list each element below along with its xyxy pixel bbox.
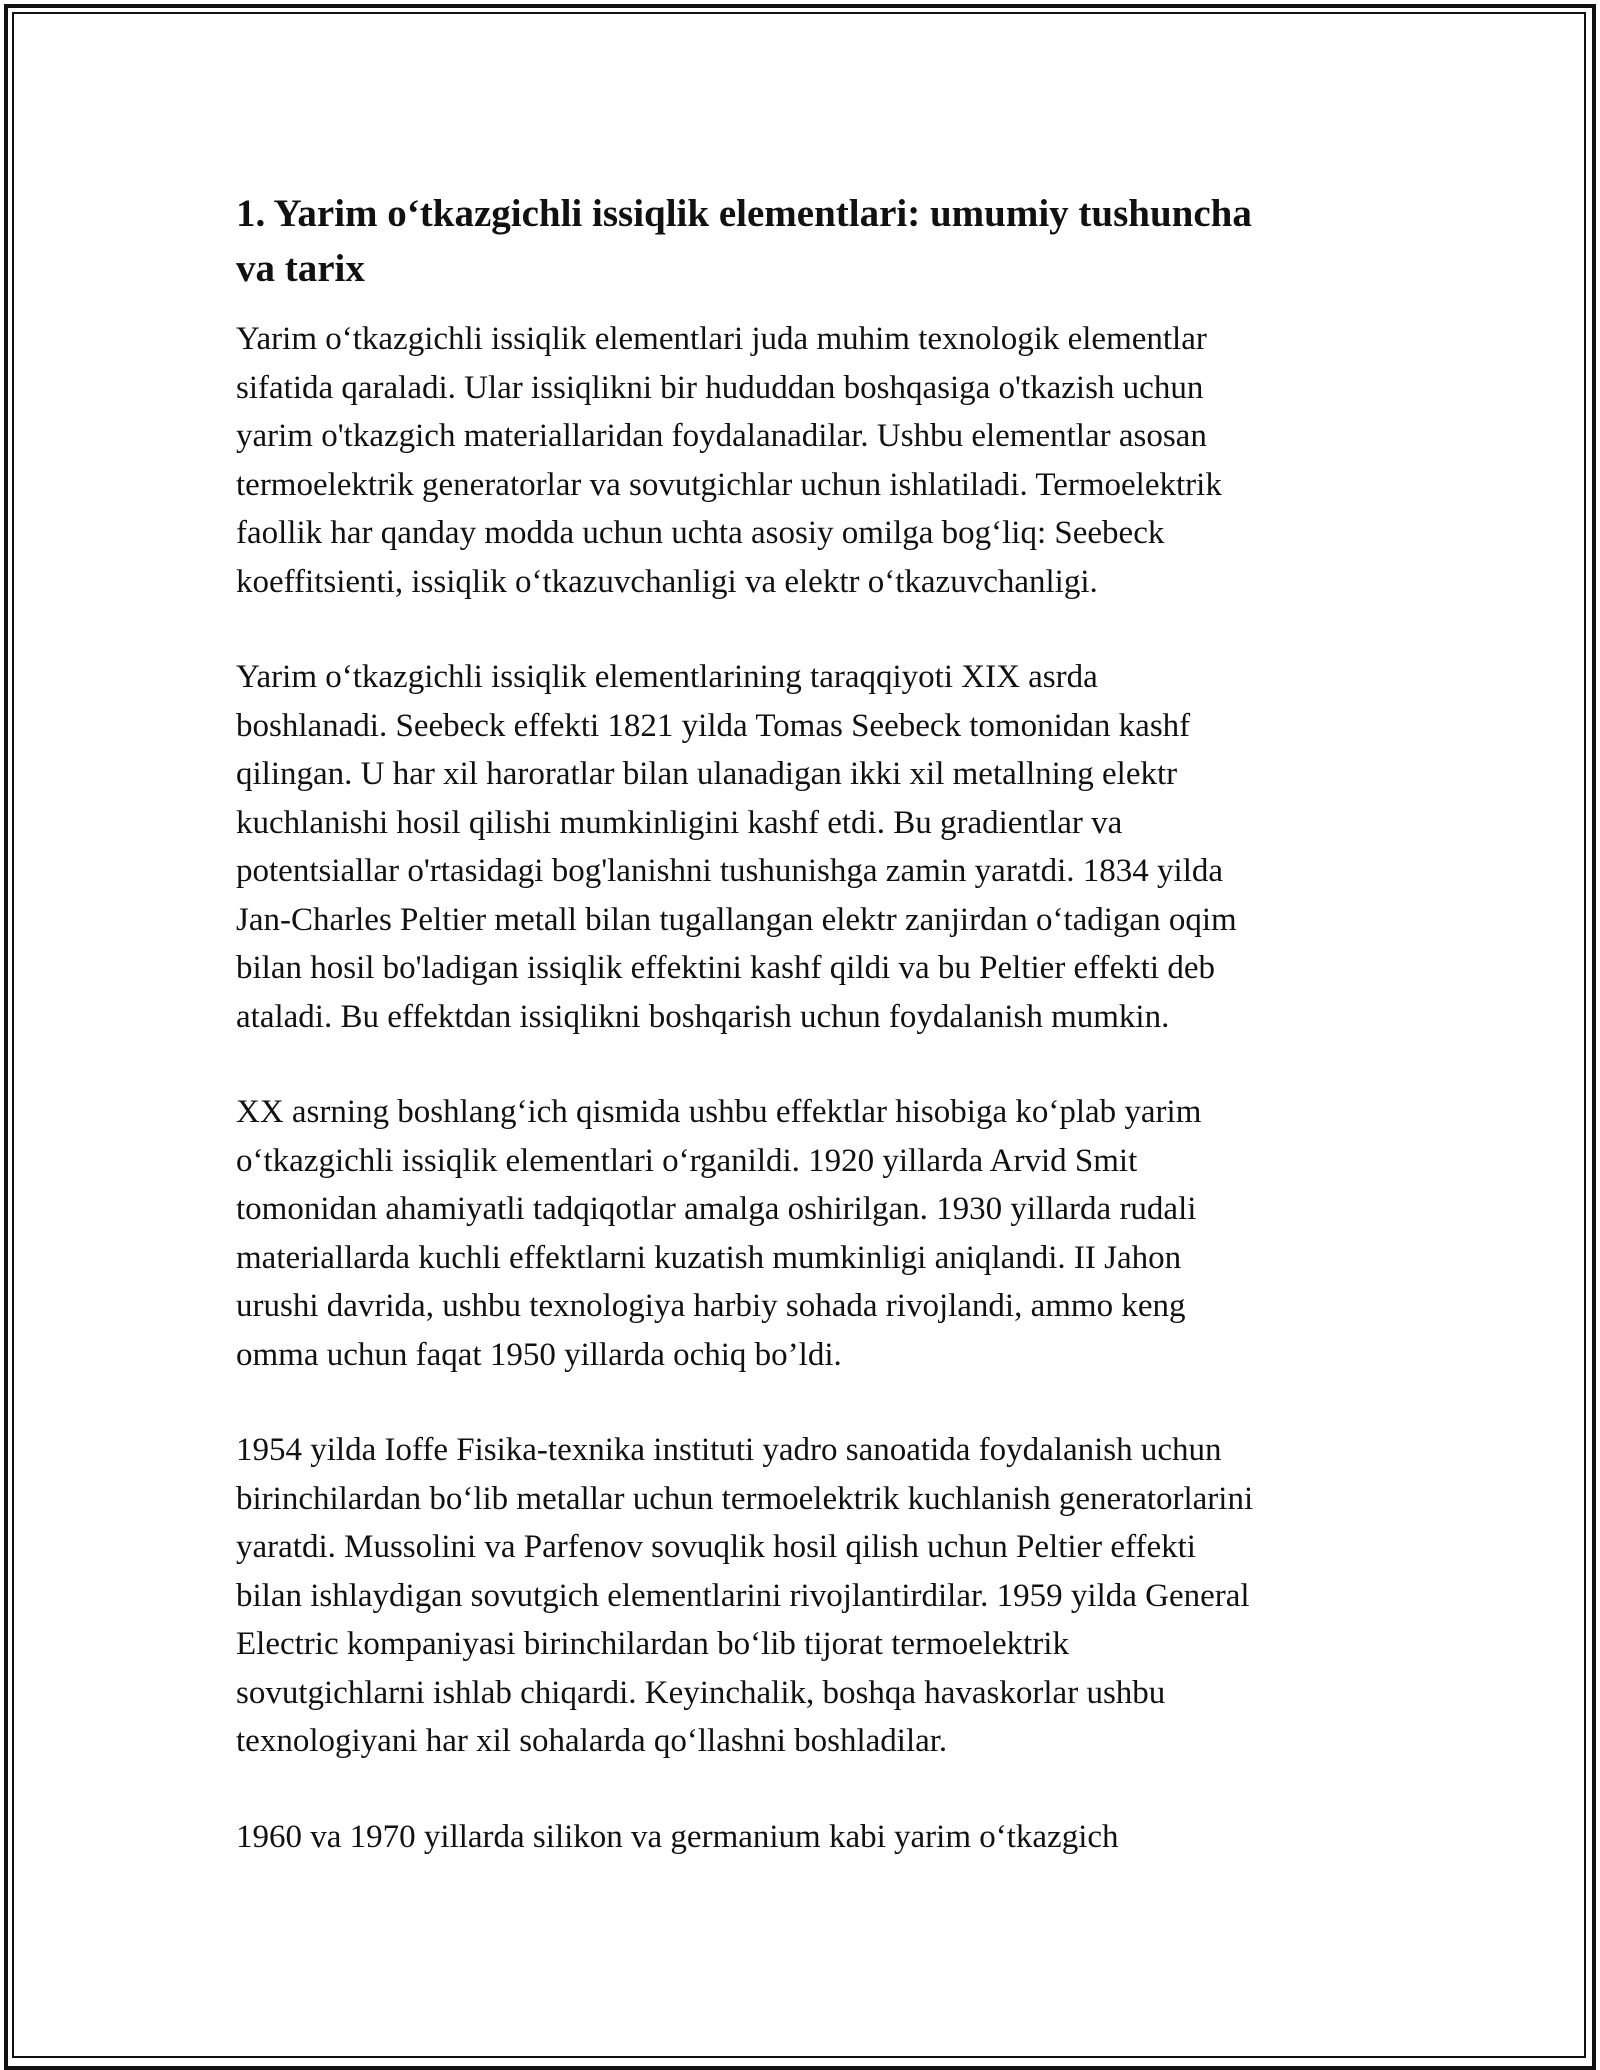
paragraph-1960s xyxy=(236,1813,1376,1862)
text-line: 1960 va 1970 yillarda silikon va germanium kabi yarim o‘tkazgich xyxy=(236,1818,1119,1855)
text-line: yarim o'tkazgich materiallaridan foydalanadilar. Ushbu elementlar asosan xyxy=(236,418,1207,454)
text-line: bilan ishlaydigan sovutgich elementlarini rivojlantirdilar. 1959 yilda General xyxy=(236,1577,1250,1614)
text-line: sovutgichlarni ishlab chiqardi. Keyinchalik, boshqa havaskorlar ushbu xyxy=(236,1674,1166,1711)
text-line: tomonidan ahamiyatli tadqiqotlar amalga oshirilgan. 1930 yillarda rudali xyxy=(236,1191,1197,1227)
text-line: ataladi. Bu effektdan issiqlikni boshqarish uchun foydalanish mumkin. xyxy=(236,998,1170,1035)
text-line: Yarim o‘tkazgichli issiqlik elementlarining taraqqiyoti XIX asrda xyxy=(236,659,1098,695)
text-line: bilan hosil bo'ladigan issiqlik effektini kashf qildi va bu Peltier effekti deb xyxy=(236,950,1215,986)
paragraph-1954 xyxy=(236,1426,1376,1766)
text-line: yaratdi. Mussolini va Parfenov sovuqlik hosil qilish uchun Peltier effekti xyxy=(236,1529,1196,1565)
text-line: Jan-Charles Peltier metall bilan tugallangan elektr zanjirdan o‘tadigan oqim xyxy=(236,901,1237,938)
text-line: omma uchun faqat 1950 yillarda ochiq bo’ldi. xyxy=(236,1336,842,1373)
paragraph-intro xyxy=(236,315,1376,606)
text-line: potentsiallar o'rtasidagi bog'lanishni tushunishga zamin yaratdi. 1834 yilda xyxy=(236,853,1224,889)
section-heading xyxy=(236,186,1376,296)
text-line: materiallarda kuchli effektlarni kuzatish mumkinligi aniqlandi. II Jahon xyxy=(236,1239,1182,1276)
text-line: sifatida qaraladi. Ular issiqlikni bir hududdan boshqasiga o'tkazish uchun xyxy=(236,369,1204,406)
text-line: Electric kompaniyasi birinchilardan bo‘lib tijorat termoelektrik xyxy=(236,1626,1069,1662)
text-line: boshlanadi. Seebeck effekti 1821 yilda Tomas Seebeck tomonidan kashf xyxy=(236,707,1191,744)
text-line: XX asrning boshlang‘ich qismida ushbu effektlar hisobiga ko‘plab yarim xyxy=(236,1094,1202,1130)
text-line: texnologiyani har xil sohalarda qo‘llashni boshladilar. xyxy=(236,1723,948,1759)
heading-line: 1. Yarim o‘tkazgichli issiqlik elementlari: umumiy tushuncha xyxy=(236,192,1252,235)
paragraph-xix-century xyxy=(236,653,1376,1041)
text-line: 1954 yilda Ioffe Fisika-texnika instituti yadro sanoatida foydalanish uchun xyxy=(236,1432,1222,1468)
text-line: Yarim o‘tkazgichli issiqlik elementlari juda muhim texnologik elementlar xyxy=(236,321,1207,357)
text-line: termoelektrik generatorlar va sovutgichlar uchun ishlatiladi. Termoelektrik xyxy=(236,466,1222,503)
heading-line: va tarix xyxy=(236,247,365,290)
document-body xyxy=(236,186,1376,1908)
text-line: birinchilardan bo‘lib metallar uchun termoelektrik kuchlanish generatorlarini xyxy=(236,1480,1254,1517)
paragraph-xx-century xyxy=(236,1088,1376,1379)
text-line: kuchlanishi hosil qilishi mumkinligini kashf etdi. Bu gradientlar va xyxy=(236,804,1123,841)
text-line: koeffitsienti, issiqlik o‘tkazuvchanligi va elektr o‘tkazuvchanligi. xyxy=(236,563,1098,600)
text-line: faollik har qanday modda uchun uchta asosiy omilga bog‘liq: Seebeck xyxy=(236,515,1165,551)
text-line: o‘tkazgichli issiqlik elementlari o‘rganildi. 1920 yillarda Arvid Smit xyxy=(236,1142,1138,1179)
text-line: urushi davrida, ushbu texnologiya harbiy sohada rivojlandi, ammo keng xyxy=(236,1288,1186,1324)
text-line: qilingan. U har xil haroratlar bilan ulanadigan ikki xil metallning elektr xyxy=(236,756,1178,792)
